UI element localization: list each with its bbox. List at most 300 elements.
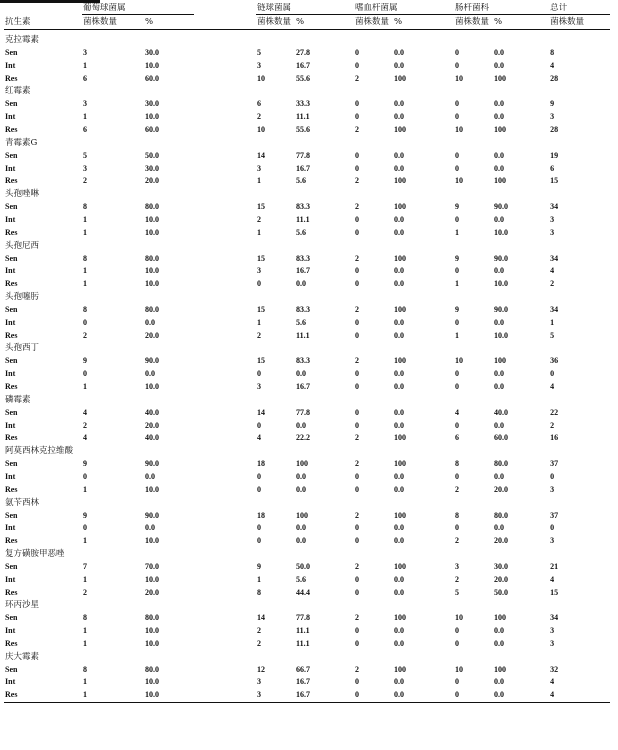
percent-cell: 0.0 bbox=[296, 369, 307, 379]
subheader-count: 菌株数量 bbox=[354, 15, 393, 30]
percent-cell: 0.0 bbox=[393, 689, 454, 702]
count-cell: 2 bbox=[550, 420, 555, 430]
percent-cell: 83.3 bbox=[296, 304, 311, 314]
gap-cell bbox=[194, 420, 256, 433]
count-cell: 2 bbox=[355, 73, 360, 83]
count-cell: 2 bbox=[355, 561, 360, 571]
count-cell: 3 bbox=[83, 163, 87, 173]
count-cell: 0 bbox=[455, 677, 460, 687]
percent-cell: 100 bbox=[296, 510, 309, 520]
count-cell: 0 bbox=[550, 523, 555, 533]
table-row bbox=[4, 587, 610, 600]
table-row bbox=[4, 638, 610, 651]
count-cell: 0 bbox=[455, 48, 460, 57]
count-cell: 2 bbox=[355, 664, 360, 674]
count-cell: 1 bbox=[257, 317, 262, 327]
count-cell: 8 bbox=[455, 459, 460, 469]
count-cell: 34 bbox=[550, 202, 559, 212]
percent-cell: 0.0 bbox=[494, 420, 505, 430]
drug-name: 头孢尼西 bbox=[5, 240, 40, 251]
drug-header-row bbox=[4, 240, 610, 253]
row-label: Int bbox=[5, 317, 16, 327]
percent-cell: 77.8 bbox=[296, 150, 311, 160]
count-cell: 0 bbox=[83, 317, 87, 327]
percent-cell: 0.0 bbox=[494, 99, 505, 109]
percent-cell: 0.0 bbox=[494, 112, 505, 122]
count-cell: 9 bbox=[83, 510, 87, 520]
percent-cell: 0.0 bbox=[394, 536, 405, 546]
count-cell: 0 bbox=[355, 330, 360, 340]
percent-cell: 0.0 bbox=[296, 523, 307, 533]
count-cell: 19 bbox=[550, 150, 559, 160]
count-cell: 3 bbox=[83, 99, 87, 109]
row-label: Sen bbox=[5, 202, 18, 212]
percent-cell: 5.6 bbox=[296, 574, 307, 584]
percent-cell: 83.3 bbox=[296, 202, 311, 212]
percent-cell: 80.0 bbox=[145, 202, 159, 212]
percent-cell: 10.0 bbox=[145, 227, 159, 237]
percent-cell: 100 bbox=[494, 124, 507, 134]
percent-cell: 10.0 bbox=[145, 266, 159, 276]
row-label: Int bbox=[5, 677, 16, 687]
gap-cell bbox=[194, 561, 256, 574]
percent-cell: 77.8 bbox=[296, 407, 311, 417]
count-cell: 2 bbox=[257, 638, 262, 648]
count-cell: 0 bbox=[355, 214, 360, 224]
table-row bbox=[4, 304, 610, 317]
count-cell: 0 bbox=[355, 99, 360, 109]
percent-cell: 80.0 bbox=[494, 510, 509, 520]
count-cell: 1 bbox=[455, 330, 460, 340]
count-cell: 0 bbox=[355, 536, 360, 546]
count-cell: 10 bbox=[257, 124, 266, 134]
table-row bbox=[4, 381, 610, 394]
percent-cell: 0.0 bbox=[394, 677, 405, 687]
count-cell: 0 bbox=[455, 150, 460, 160]
count-cell: 3 bbox=[83, 48, 87, 57]
table-row bbox=[4, 98, 610, 111]
count-cell: 0 bbox=[355, 484, 360, 494]
count-cell: 10 bbox=[455, 124, 464, 134]
count-cell: 5 bbox=[455, 587, 460, 597]
percent-cell: 0.0 bbox=[394, 112, 405, 122]
subheader-percent: % bbox=[144, 15, 194, 30]
percent-cell: 100 bbox=[394, 613, 407, 623]
row-label: Sen bbox=[5, 510, 18, 520]
row-label: Sen bbox=[5, 150, 18, 160]
percent-cell: 0.0 bbox=[394, 99, 405, 109]
drug-header-row bbox=[4, 85, 610, 98]
count-cell: 3 bbox=[550, 638, 555, 648]
gap-cell bbox=[194, 15, 256, 30]
count-cell: 3 bbox=[257, 381, 262, 391]
row-label: Res bbox=[5, 73, 18, 83]
count-cell: 1 bbox=[257, 227, 262, 237]
percent-cell: 10.0 bbox=[145, 536, 159, 546]
count-cell: 2 bbox=[355, 459, 360, 469]
count-cell: 1 bbox=[550, 317, 555, 327]
count-cell: 4 bbox=[550, 60, 555, 70]
gap-cell bbox=[194, 381, 256, 394]
count-cell: 10 bbox=[455, 613, 464, 623]
percent-cell: 80.0 bbox=[145, 613, 159, 623]
count-cell: 10 bbox=[455, 356, 464, 366]
percent-cell: 11.1 bbox=[296, 214, 310, 224]
count-cell: 14 bbox=[257, 150, 266, 160]
count-cell: 1 bbox=[83, 536, 87, 546]
percent-cell: 11.1 bbox=[296, 112, 310, 122]
percent-cell: 10.0 bbox=[145, 279, 159, 289]
row-label: Sen bbox=[5, 356, 18, 366]
count-cell: 0 bbox=[355, 407, 360, 417]
count-cell: 2 bbox=[83, 176, 87, 186]
gap-cell bbox=[194, 510, 256, 523]
percent-cell: 16.7 bbox=[296, 677, 311, 687]
gap-cell bbox=[194, 587, 256, 600]
table-row bbox=[4, 676, 610, 689]
count-cell: 0 bbox=[355, 574, 360, 584]
percent-cell: 50.0 bbox=[296, 561, 311, 571]
count-cell: 2 bbox=[257, 214, 262, 224]
count-cell: 4 bbox=[83, 433, 87, 443]
count-cell: 4 bbox=[83, 407, 87, 417]
percent-cell: 10.0 bbox=[494, 279, 509, 289]
table-row bbox=[4, 535, 610, 548]
count-cell: 0 bbox=[550, 369, 555, 379]
count-cell: 0 bbox=[355, 150, 360, 160]
gap-cell bbox=[194, 432, 256, 445]
gap-cell bbox=[194, 522, 256, 535]
percent-cell: 0.0 bbox=[394, 407, 405, 417]
row-label: Int bbox=[5, 523, 16, 533]
count-cell: 3 bbox=[257, 266, 262, 276]
row-label: Int bbox=[5, 60, 16, 70]
gap-cell bbox=[194, 60, 256, 73]
drug-header-row bbox=[4, 137, 610, 150]
percent-cell: 100 bbox=[394, 356, 407, 366]
percent-cell: 100 bbox=[394, 510, 407, 520]
count-cell: 2 bbox=[550, 279, 555, 289]
percent-cell: 0.0 bbox=[394, 626, 405, 636]
gap-cell bbox=[194, 535, 256, 548]
percent-cell: 10.0 bbox=[145, 677, 159, 687]
drug-header-row bbox=[4, 34, 610, 47]
gap-cell bbox=[194, 227, 256, 240]
table-row bbox=[4, 201, 610, 214]
count-cell: 36 bbox=[550, 356, 559, 366]
percent-cell: 30.0 bbox=[145, 163, 159, 173]
percent-cell: 0.0 bbox=[394, 163, 405, 173]
gap-cell bbox=[194, 201, 256, 214]
percent-cell: 0.0 bbox=[145, 471, 155, 481]
subheader-percent: % bbox=[295, 15, 354, 30]
percent-cell: 0.0 bbox=[394, 471, 405, 481]
count-cell: 0 bbox=[455, 638, 460, 648]
percent-cell: 0.0 bbox=[296, 279, 307, 289]
count-cell: 2 bbox=[455, 484, 460, 494]
count-cell: 14 bbox=[257, 613, 266, 623]
percent-cell: 16.7 bbox=[296, 266, 311, 276]
row-label: Sen bbox=[5, 459, 18, 469]
row-label: Res bbox=[5, 484, 18, 494]
percent-cell: 100 bbox=[394, 664, 407, 674]
percent-cell: 20.0 bbox=[145, 330, 159, 340]
count-cell: 9 bbox=[455, 304, 460, 314]
percent-cell: 80.0 bbox=[145, 304, 159, 314]
group-header: 总计 bbox=[549, 3, 610, 15]
susceptibility-table bbox=[4, 3, 610, 703]
percent-cell: 10.0 bbox=[145, 638, 159, 648]
gap-cell bbox=[194, 625, 256, 638]
count-cell: 0 bbox=[257, 523, 262, 533]
gap-cell bbox=[194, 484, 256, 497]
percent-cell: 80.0 bbox=[145, 664, 159, 674]
percent-cell: 0.0 bbox=[145, 523, 155, 533]
percent-cell: 11.1 bbox=[296, 626, 310, 636]
percent-cell: 0.0 bbox=[394, 574, 405, 584]
count-cell: 18 bbox=[257, 459, 266, 469]
count-cell: 8 bbox=[83, 664, 87, 674]
count-cell: 1 bbox=[83, 381, 87, 391]
count-cell: 4 bbox=[550, 266, 555, 276]
count-cell: 1 bbox=[83, 60, 87, 70]
percent-cell: 0.0 bbox=[494, 369, 505, 379]
percent-cell: 0.0 bbox=[394, 484, 405, 494]
row-label: Res bbox=[5, 279, 18, 289]
gap-cell bbox=[194, 47, 256, 60]
gap-cell bbox=[194, 3, 256, 15]
percent-cell: 11.1 bbox=[296, 330, 310, 340]
percent-cell: 100 bbox=[494, 613, 507, 623]
count-cell: 2 bbox=[355, 176, 360, 186]
drug-name: 青霉素G bbox=[5, 137, 38, 148]
count-cell: 2 bbox=[83, 587, 87, 597]
count-cell: 0 bbox=[355, 112, 360, 122]
percent-cell: 80.0 bbox=[494, 459, 509, 469]
percent-cell: 60.0 bbox=[494, 433, 509, 443]
row-label: Sen bbox=[5, 664, 18, 674]
count-cell: 0 bbox=[455, 420, 460, 430]
count-cell: 2 bbox=[83, 330, 87, 340]
percent-cell: 0.0 bbox=[494, 48, 505, 57]
count-cell: 1 bbox=[83, 638, 87, 648]
percent-cell: 90.0 bbox=[494, 304, 509, 314]
row-label: Int bbox=[5, 574, 16, 584]
count-cell: 7 bbox=[83, 561, 87, 571]
table-row bbox=[4, 60, 610, 73]
gap-cell bbox=[194, 471, 256, 484]
group-header: 嗜血杆菌属 bbox=[354, 3, 454, 15]
count-cell: 15 bbox=[257, 202, 266, 212]
count-cell: 8 bbox=[83, 613, 87, 623]
count-cell: 15 bbox=[550, 587, 559, 597]
percent-cell: 0.0 bbox=[394, 227, 405, 237]
gap-cell bbox=[194, 253, 256, 266]
drug-name: 红霉素 bbox=[5, 86, 31, 97]
percent-cell: 10.0 bbox=[145, 484, 159, 494]
gap-cell bbox=[194, 638, 256, 651]
percent-cell: 100 bbox=[394, 459, 407, 469]
drug-header-row bbox=[4, 497, 610, 510]
count-cell: 6 bbox=[455, 433, 460, 443]
gap-cell bbox=[194, 214, 256, 227]
table-row bbox=[4, 47, 610, 60]
gap-cell bbox=[194, 150, 256, 163]
percent-cell: 0.0 bbox=[394, 638, 405, 648]
count-cell: 0 bbox=[355, 369, 360, 379]
count-cell: 3 bbox=[550, 227, 555, 237]
percent-cell: 20.0 bbox=[494, 574, 509, 584]
drug-header-row bbox=[4, 291, 610, 304]
count-cell: 5 bbox=[550, 330, 555, 340]
count-cell: 10 bbox=[455, 664, 464, 674]
count-cell: 0 bbox=[550, 471, 555, 481]
percent-cell: 90.0 bbox=[145, 356, 159, 366]
percent-cell: 100 bbox=[394, 433, 407, 443]
percent-cell: 0.0 bbox=[394, 279, 405, 289]
count-cell: 2 bbox=[355, 304, 360, 314]
gap-cell bbox=[194, 458, 256, 471]
count-cell: 1 bbox=[83, 484, 87, 494]
percent-cell: 66.7 bbox=[296, 664, 311, 674]
count-cell: 3 bbox=[257, 163, 262, 173]
count-cell: 0 bbox=[257, 536, 262, 546]
percent-cell: 100 bbox=[494, 176, 507, 186]
count-cell: 15 bbox=[257, 253, 266, 263]
gap-cell bbox=[194, 689, 256, 702]
count-cell: 2 bbox=[355, 356, 360, 366]
percent-cell: 60.0 bbox=[145, 73, 159, 83]
percent-cell: 100 bbox=[394, 202, 407, 212]
count-cell: 1 bbox=[257, 574, 262, 584]
percent-cell: 0.0 bbox=[296, 420, 307, 430]
table-row bbox=[4, 664, 610, 677]
table-row bbox=[4, 368, 610, 381]
count-cell: 3 bbox=[256, 689, 295, 702]
drug-name: 氨苄西林 bbox=[5, 497, 40, 508]
count-cell: 1 bbox=[83, 266, 87, 276]
drug-name: 庆大霉素 bbox=[5, 651, 40, 662]
drug-header-row bbox=[4, 651, 610, 664]
table-row bbox=[4, 214, 610, 227]
count-cell: 8 bbox=[455, 510, 460, 520]
count-cell: 32 bbox=[550, 664, 559, 674]
subheader-percent: % bbox=[393, 15, 454, 30]
gap-cell bbox=[194, 175, 256, 188]
percent-cell: 83.3 bbox=[296, 356, 311, 366]
table-row bbox=[4, 175, 610, 188]
row-label: Res bbox=[5, 433, 18, 443]
percent-cell: 83.3 bbox=[296, 253, 311, 263]
percent-cell: 0.0 bbox=[394, 266, 405, 276]
count-cell: 6 bbox=[83, 124, 87, 134]
percent-cell: 10.0 bbox=[145, 60, 159, 70]
table-row bbox=[4, 522, 610, 535]
count-cell: 0 bbox=[455, 471, 460, 481]
gap-cell bbox=[194, 265, 256, 278]
percent-cell: 0.0 bbox=[494, 677, 505, 687]
row-label: Int bbox=[5, 626, 16, 636]
row-label: Sen bbox=[5, 561, 18, 571]
count-cell: 0 bbox=[355, 266, 360, 276]
percent-cell: 0.0 bbox=[296, 484, 307, 494]
count-cell: 6 bbox=[83, 73, 87, 83]
count-cell: 0 bbox=[455, 214, 460, 224]
count-cell: 0 bbox=[455, 369, 460, 379]
row-label: Res bbox=[5, 176, 18, 186]
percent-cell: 0.0 bbox=[394, 214, 405, 224]
count-cell: 0 bbox=[355, 227, 360, 237]
percent-cell: 40.0 bbox=[145, 407, 159, 417]
table-row bbox=[4, 432, 610, 445]
gap-cell bbox=[194, 163, 256, 176]
count-cell: 4 bbox=[257, 433, 262, 443]
drug-name: 克拉霉素 bbox=[5, 35, 40, 46]
count-cell: 4 bbox=[550, 677, 555, 687]
table-row bbox=[4, 330, 610, 343]
count-cell: 4 bbox=[549, 689, 610, 702]
percent-cell: 40.0 bbox=[145, 433, 159, 443]
count-cell: 3 bbox=[257, 677, 262, 687]
count-cell: 0 bbox=[455, 60, 460, 70]
table-row bbox=[4, 111, 610, 124]
count-cell: 8 bbox=[550, 48, 555, 57]
percent-cell: 0.0 bbox=[394, 369, 405, 379]
count-cell: 1 bbox=[83, 677, 87, 687]
table-row bbox=[4, 574, 610, 587]
count-cell: 0 bbox=[355, 471, 360, 481]
table-row bbox=[4, 73, 610, 86]
row-label: Res bbox=[5, 227, 18, 237]
count-cell: 1 bbox=[83, 214, 87, 224]
drug-name: 头孢唑啉 bbox=[5, 189, 40, 200]
table-row bbox=[4, 471, 610, 484]
row-label: Res bbox=[5, 381, 18, 391]
count-cell: 8 bbox=[257, 587, 262, 597]
count-cell: 37 bbox=[550, 510, 559, 520]
gap-cell bbox=[194, 111, 256, 124]
percent-cell: 100 bbox=[394, 73, 407, 83]
percent-cell: 40.0 bbox=[494, 407, 509, 417]
percent-cell: 100 bbox=[296, 459, 309, 469]
percent-cell: 100 bbox=[494, 356, 507, 366]
count-cell: 4 bbox=[550, 381, 555, 391]
percent-cell: 0.0 bbox=[494, 60, 505, 70]
count-cell: 0 bbox=[257, 420, 262, 430]
gap-cell bbox=[194, 278, 256, 291]
count-cell: 34 bbox=[550, 304, 559, 314]
percent-cell: 0.0 bbox=[394, 48, 405, 57]
percent-cell: 5.6 bbox=[296, 317, 307, 327]
count-cell: 18 bbox=[257, 510, 266, 520]
count-cell: 0 bbox=[355, 163, 360, 173]
count-cell: 2 bbox=[355, 510, 360, 520]
percent-cell: 0.0 bbox=[394, 150, 405, 160]
subheader-percent: % bbox=[493, 15, 549, 30]
drug-header-row bbox=[4, 445, 610, 458]
count-cell: 0 bbox=[355, 279, 360, 289]
percent-cell: 55.6 bbox=[296, 73, 311, 83]
percent-cell: 50.0 bbox=[145, 150, 159, 160]
table-row bbox=[4, 355, 610, 368]
count-cell: 0 bbox=[355, 638, 360, 648]
percent-cell: 0.0 bbox=[494, 150, 505, 160]
count-cell: 0 bbox=[355, 420, 360, 430]
count-cell: 15 bbox=[257, 304, 266, 314]
count-cell: 9 bbox=[550, 99, 555, 109]
drug-name: 头孢噻肟 bbox=[5, 292, 40, 303]
count-cell: 0 bbox=[257, 471, 262, 481]
